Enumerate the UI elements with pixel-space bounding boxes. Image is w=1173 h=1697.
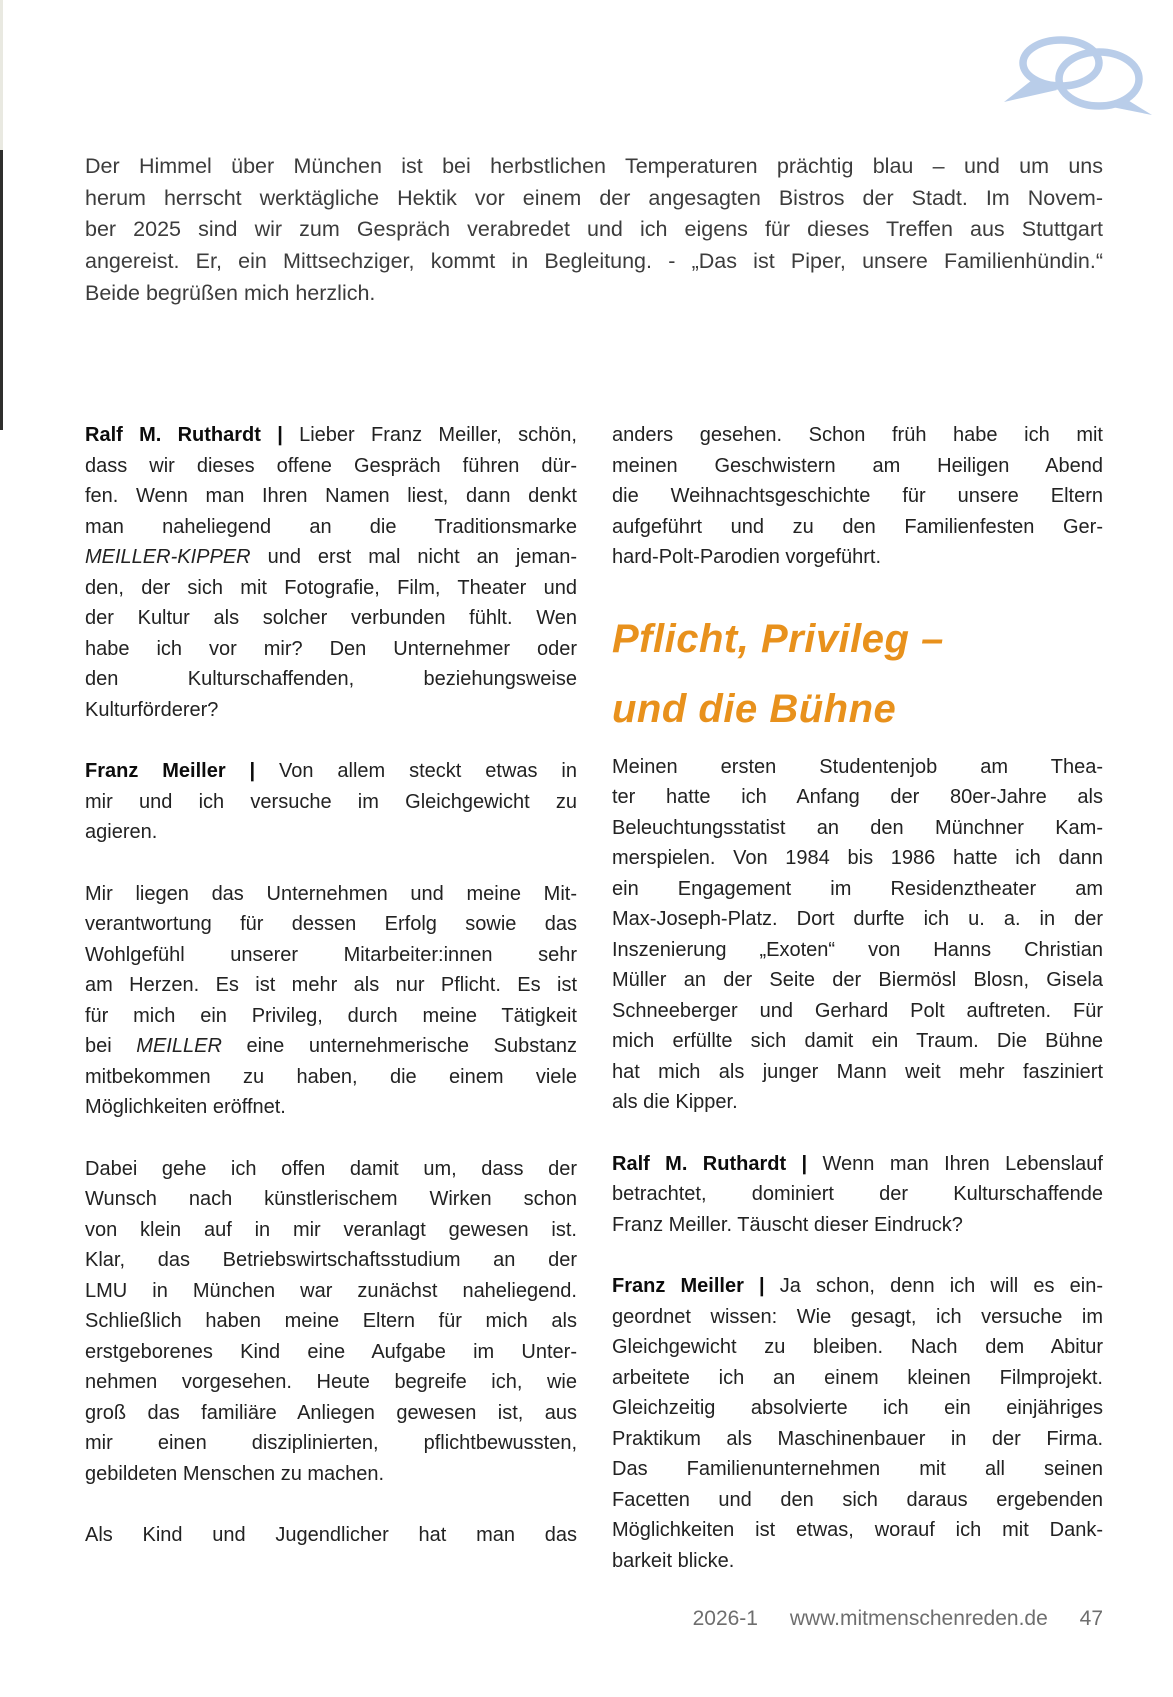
text-line [85, 183, 1103, 215]
text-line [85, 695, 577, 726]
text-segment: von klein auf in mir veranlagt gewesen ist. [85, 1218, 577, 1241]
text-segment: Möglichkeiten eröffnet. [85, 1096, 286, 1118]
text-segment: agieren. [85, 821, 158, 843]
text-segment: am Herzen. Es ist mehr als nur Pflicht. Es ist [85, 974, 577, 996]
text-line [612, 1515, 1103, 1546]
text-segment: groß das familiäre Anliegen gewesen ist, aus [85, 1401, 577, 1424]
text-segment: Beleuchtungsstatist an den Münchner Kam- [612, 816, 1103, 839]
text-line [85, 970, 577, 1001]
text-segment: aufgeführt und zu den Familienfesten Ger- [612, 515, 1103, 538]
text-segment: MEILLER-KIPPER [85, 546, 251, 568]
text-segment: Inszenierung „Exoten“ von Hanns Christian [612, 938, 1103, 961]
text-segment: mir einen disziplinierten, pflichtbewussten, [85, 1432, 577, 1454]
text-segment: den Kulturschaffenden, beziehungsweise [85, 668, 577, 690]
text-segment: meinen Geschwistern am Heiligen Abend [612, 454, 1103, 477]
text-line [612, 1026, 1103, 1057]
text-segment: anders gesehen. Schon früh habe ich mit [612, 424, 1103, 446]
text-line [85, 542, 577, 573]
text-line [612, 1087, 1103, 1118]
text-segment: die Weihnachtsgeschichte für unsere Eltern [612, 485, 1103, 507]
text-segment: bei [85, 1035, 137, 1057]
text-line [85, 817, 577, 848]
text-segment: mir und ich versuche im Gleichgewicht zu [85, 790, 577, 813]
article-columns [85, 420, 1103, 1576]
text-line [612, 1393, 1103, 1424]
text-segment: Praktikum als Maschinenbauer in der Firma. [612, 1427, 1103, 1450]
text-segment: Klar, das Betriebswirtschaftsstudium an der [85, 1249, 577, 1271]
text-line [85, 787, 577, 818]
speech-bubbles-logo [1000, 36, 1165, 118]
text-segment: man naheliegend an die Traditionsmarke [85, 515, 577, 538]
text-line [612, 1424, 1103, 1455]
text-segment: Beide begrüßen mich herzlich. [85, 280, 376, 305]
text-segment: Als Kind und Jugendlicher hat man das [85, 1524, 577, 1546]
text-line [85, 278, 1103, 310]
left-column [85, 420, 577, 1576]
text-line [612, 1302, 1103, 1333]
text-line [85, 664, 577, 695]
text-line [612, 481, 1103, 512]
text-line [85, 512, 577, 543]
text-segment: arbeitete ich an einem kleinen Filmprojekt. [612, 1366, 1103, 1389]
text-segment: verantwortung für dessen Erfolg sowie das [85, 913, 577, 935]
text-segment: Lieber Franz Meiller, schön, [299, 424, 577, 446]
text-line [85, 246, 1103, 278]
text-line [85, 909, 577, 940]
text-segment: Der Himmel über München ist bei herbstlichen Temperaturen prächtig blau – und um uns [85, 154, 1103, 178]
text-line [85, 1398, 577, 1429]
text-segment: als die Kipper. [612, 1091, 738, 1113]
footer-issue: 2026-1 [692, 1607, 758, 1630]
text-segment: fen. Wenn man Ihren Namen liest, dann denkt [85, 485, 577, 507]
paragraph [85, 1520, 577, 1551]
text-segment: Ja schon, denn ich will es ein- [779, 1275, 1103, 1297]
text-line [85, 420, 577, 451]
text-segment: Max-Joseph-Platz. Dort durfte ich u. a. in der [612, 908, 1103, 930]
text-line [85, 573, 577, 604]
paragraph [85, 879, 577, 1123]
text-segment: eine unternehmerische Substanz [221, 1035, 577, 1057]
text-line [612, 782, 1103, 813]
text-segment: Meinen ersten Studentenjob am Thea- [612, 755, 1103, 778]
text-segment: ein Engagement im Residenztheater am [612, 877, 1103, 900]
text-segment: gebildeten Menschen zu machen. [85, 1462, 385, 1485]
paragraph [85, 1154, 577, 1490]
text-segment: herum herrscht werktägliche Hektik vor einem der angesagten Bistros der Stadt. Im Novem- [85, 185, 1103, 210]
text-line [85, 940, 577, 971]
text-line [612, 965, 1103, 996]
page-edge-light [0, 0, 3, 150]
text-line [85, 1520, 577, 1551]
text-line [612, 752, 1103, 783]
text-line [85, 1367, 577, 1398]
text-segment: dass wir dieses offene Gespräch führen dür- [85, 454, 577, 477]
text-segment: LMU in München war zunächst naheliegend. [85, 1279, 577, 1302]
text-line [612, 1271, 1103, 1302]
text-line [612, 1149, 1103, 1180]
text-line [85, 214, 1103, 246]
paragraph [612, 1271, 1103, 1576]
footer-url: www.mitmenschenreden.de [789, 1607, 1048, 1630]
text-segment: angereist. Er, ein Mittsechziger, kommt in Begleitung. - „Das ist Piper, unsere Familienhündin.“ [85, 249, 1103, 274]
text-segment: Dabei gehe ich offen damit um, dass der [85, 1157, 577, 1180]
text-segment: den, der sich mit Fotografie, Film, Theater und [85, 576, 577, 599]
speaker-label: Ralf M. Ruthardt | [612, 1152, 823, 1175]
intro-paragraph [85, 151, 1103, 310]
heading-line: und die Bühne [612, 686, 897, 731]
text-segment: Schließlich haben meine Eltern für mich als [85, 1310, 577, 1332]
text-line [85, 1428, 577, 1459]
footer-page-number: 47 [1079, 1607, 1103, 1630]
speaker-label: Ralf M. Ruthardt | [85, 424, 300, 446]
text-segment: Facetten und den sich daraus ergebenden [612, 1488, 1103, 1511]
text-line [612, 512, 1103, 543]
text-line [612, 935, 1103, 966]
text-segment: geordnet wissen: Wie gesagt, ich versuche im [612, 1305, 1103, 1328]
right-column [612, 420, 1103, 1576]
text-line [85, 1215, 577, 1246]
text-line [85, 1001, 577, 1032]
text-line [612, 1363, 1103, 1394]
text-line [612, 1057, 1103, 1088]
text-segment: betrachtet, dominiert der Kulturschaffende [612, 1183, 1103, 1205]
heading-line: Pflicht, Privileg – [612, 616, 944, 661]
text-line [85, 879, 577, 910]
text-segment: nehmen vorgesehen. Heute begreife ich, wie [85, 1371, 577, 1393]
text-segment: Gleichgewicht zu bleiben. Nach dem Abitur [612, 1336, 1103, 1358]
text-segment: MEILLER [136, 1035, 222, 1057]
text-segment: erstgeborenes Kind eine Aufgabe im Unter- [85, 1340, 577, 1363]
text-line [85, 451, 577, 482]
text-segment: mich erfüllte sich damit ein Traum. Die Bühne [612, 1030, 1103, 1052]
text-segment: Wunsch nach künstlerischem Wirken schon [85, 1188, 577, 1210]
text-segment: Von allem steckt etwas in [279, 760, 577, 782]
text-line [85, 1184, 577, 1215]
text-segment: Wohlgefühl unserer Mitarbeiter:innen sehr [85, 943, 577, 966]
text-segment: merspielen. Von 1984 bis 1986 hatte ich dann [612, 847, 1103, 869]
paragraph [85, 756, 577, 848]
text-line [85, 1459, 577, 1490]
text-line [612, 1179, 1103, 1210]
text-segment: ter hatte ich Anfang der 80er-Jahre als [612, 786, 1103, 808]
text-line [85, 1031, 577, 1062]
text-line [612, 813, 1103, 844]
text-segment: Wenn man Ihren Lebenslauf [822, 1152, 1103, 1175]
text-line [85, 1154, 577, 1185]
paragraph [612, 1149, 1103, 1241]
text-segment: Müller an der Seite der Biermösl Blosn, Gisela [612, 969, 1103, 991]
text-line [612, 874, 1103, 905]
text-line [85, 1245, 577, 1276]
text-line [85, 1062, 577, 1093]
text-segment: und erst mal nicht an jeman- [250, 546, 577, 568]
text-line [85, 634, 577, 665]
page-edge-dark [0, 150, 3, 430]
text-segment: Franz Meiller. Täuscht dieser Eindruck? [612, 1213, 963, 1236]
text-line [612, 1485, 1103, 1516]
text-segment: Schneeberger und Gerhard Polt auftreten. Für [612, 999, 1103, 1022]
text-segment: für mich ein Privileg, durch meine Tätigkeit [85, 1004, 577, 1027]
text-line [85, 481, 577, 512]
text-segment: Möglichkeiten ist etwas, worauf ich mit Dank- [612, 1519, 1103, 1541]
text-segment: Mir liegen das Unternehmen und meine Mit- [85, 882, 577, 905]
text-segment: hard-Polt-Parodien vorgeführt. [612, 546, 882, 568]
text-line [612, 1546, 1103, 1577]
paragraph [85, 151, 1103, 310]
section-heading [612, 604, 1103, 744]
text-segment: barkeit blicke. [612, 1549, 735, 1572]
paragraph [612, 420, 1103, 573]
speaker-label: Franz Meiller | [612, 1275, 780, 1297]
text-line [612, 451, 1103, 482]
text-line [612, 843, 1103, 874]
text-segment: Das Familienunternehmen mit all seinen [612, 1458, 1103, 1480]
speaker-label: Franz Meiller | [85, 760, 280, 782]
text-segment: Gleichzeitig absolvierte ich ein einjähriges [612, 1397, 1103, 1419]
text-line [85, 1276, 577, 1307]
text-segment: mitbekommen zu haben, die einem viele [85, 1065, 577, 1088]
text-line [85, 151, 1103, 183]
text-line [612, 542, 1103, 573]
text-line [612, 904, 1103, 935]
text-line [612, 420, 1103, 451]
text-segment: habe ich vor mir? Den Unternehmer oder [85, 637, 577, 660]
text-segment: der Kultur als solcher verbunden fühlt. Wen [85, 607, 577, 629]
text-line [85, 603, 577, 634]
text-line [612, 996, 1103, 1027]
paragraph [612, 752, 1103, 1118]
text-segment: ber 2025 sind wir zum Gespräch verabredet und ich eigens für dieses Treffen aus Stuttgart [85, 217, 1103, 242]
text-line [85, 1092, 577, 1123]
text-line [612, 1210, 1103, 1241]
paragraph [85, 420, 577, 725]
text-line [85, 1337, 577, 1368]
text-line [85, 756, 577, 787]
text-line [85, 1306, 577, 1337]
text-segment: Kulturförderer? [85, 698, 219, 721]
text-segment: hat mich als junger Mann weit mehr fasziniert [612, 1060, 1103, 1083]
text-line [612, 1454, 1103, 1485]
text-line [612, 1332, 1103, 1363]
page-footer [85, 1607, 1103, 1631]
